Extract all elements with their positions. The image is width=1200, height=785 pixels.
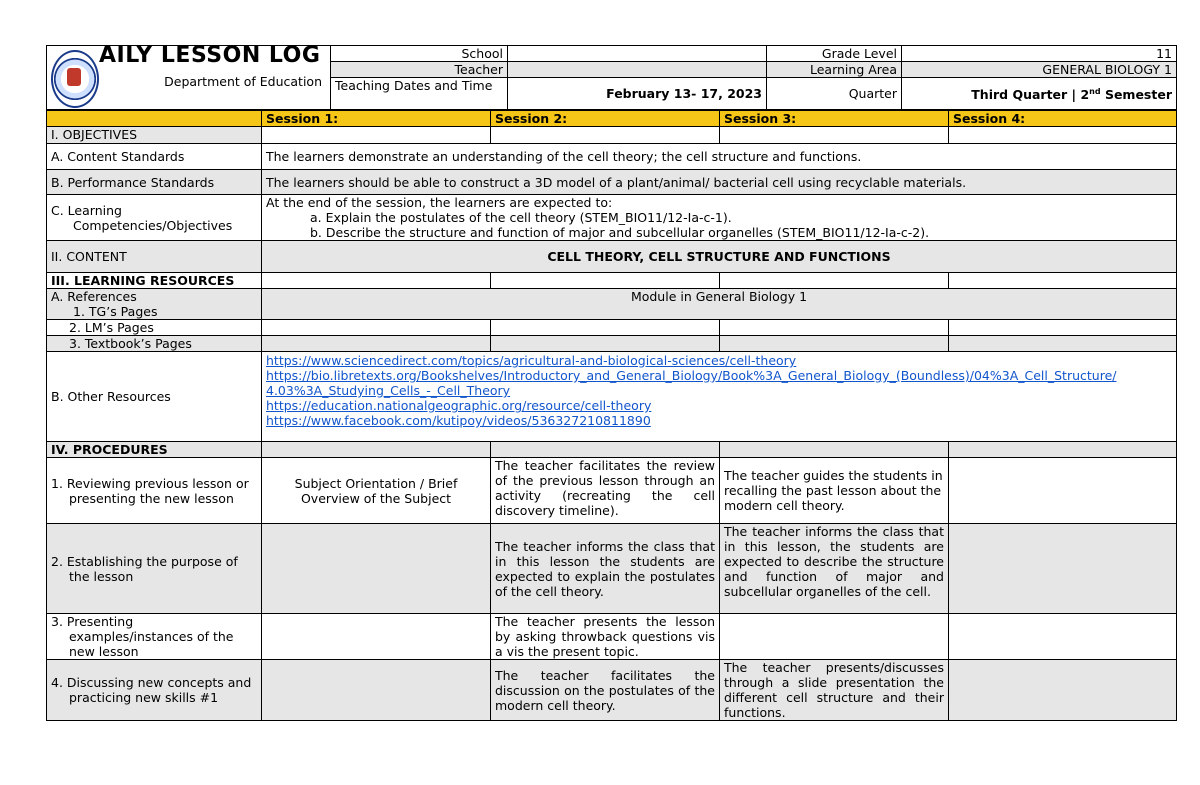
competencies-label: [47, 195, 262, 241]
blank-session-header: [47, 111, 262, 127]
lesson-log-document: [46, 45, 1176, 721]
dates-value: February 13- 17, 2023: [508, 78, 767, 110]
performance-standards-value: The learners should be able to construct a 3D model of a plant/animal/ bacterial cell using recyclable materials.: [262, 170, 1177, 195]
procedure-row-label: 3. Presenting examples/instances of the new lesson: [47, 614, 262, 660]
competencies-label-line2: Competencies/Objectives: [73, 218, 233, 233]
references-label: [47, 289, 262, 320]
performance-standards-label: B. Performance Standards: [47, 170, 262, 195]
session-3-header: Session 3:: [720, 111, 949, 127]
teacher-value: [508, 62, 767, 78]
cell: [720, 127, 949, 144]
cell: [491, 320, 720, 336]
procedure-s1: Subject Orientation / Brief Overview of the Subject: [262, 458, 491, 524]
quarter-value: [902, 78, 1177, 110]
procedure-row-label: 4. Discussing new concepts and practicing new skills #1: [47, 660, 262, 721]
references-heading: A. References: [51, 289, 137, 304]
resource-link[interactable]: https://www.facebook.com/kutipoy/videos/536327210811890: [266, 413, 651, 428]
cell: [949, 127, 1177, 144]
procedure-s4: [949, 614, 1177, 660]
main-table: [46, 110, 1177, 721]
cell: [491, 273, 720, 289]
textbook-pages-label: 3. Textbook’s Pages: [47, 336, 262, 352]
competency-item: b. Describe the structure and function of major and subcellular organelles (STEM_BIO11/12-Ia-c-2).: [310, 225, 930, 240]
objectives-heading: I. OBJECTIVES: [47, 127, 262, 144]
cell: [949, 273, 1177, 289]
content-standards-label: A. Content Standards: [47, 144, 262, 170]
procedure-row-label: 1. Reviewing previous lesson or presenting the new lesson: [47, 458, 262, 524]
procedure-s1: [262, 614, 491, 660]
content-heading: II. CONTENT: [47, 241, 262, 273]
competencies-intro: At the end of the session, the learners are expected to:: [266, 195, 613, 210]
competencies-list: [266, 210, 1172, 240]
resource-link[interactable]: https://bio.libretexts.org/Bookshelves/Introductory_and_General_Biology/Book%3A_General_Biology_(Boundless)/04%3A_Cell_Structure/: [266, 368, 1117, 383]
grade-level-label: Grade Level: [767, 46, 902, 62]
grade-level-value: 11: [902, 46, 1177, 62]
cell: [262, 442, 491, 458]
cell: [262, 336, 491, 352]
procedure-s4: [949, 458, 1177, 524]
cell: [949, 320, 1177, 336]
lm-pages-label: 2. LM’s Pages: [47, 320, 262, 336]
learning-area-value: GENERAL BIOLOGY 1: [902, 62, 1177, 78]
quarter-text: Third Quarter | 2: [971, 87, 1090, 103]
cell: [720, 336, 949, 352]
procedure-s4: [949, 524, 1177, 614]
procedure-s4: [949, 660, 1177, 721]
competency-item: a. Explain the postulates of the cell theory (STEM_BIO11/12-Ia-c-1).: [310, 210, 732, 225]
resources-heading: III. LEARNING RESOURCES: [47, 273, 262, 289]
learning-area-label: Learning Area: [767, 62, 902, 78]
content-value: CELL THEORY, CELL STRUCTURE AND FUNCTIONS: [262, 241, 1177, 273]
resource-link[interactable]: https://education.nationalgeographic.org/resource/cell-theory: [266, 398, 652, 413]
resource-link[interactable]: 4.03%3A_Studying_Cells_-_Cell_Theory: [266, 383, 511, 398]
cell: [262, 127, 491, 144]
cell: [720, 273, 949, 289]
cell: [262, 320, 491, 336]
cell: [949, 442, 1177, 458]
module-value: Module in General Biology 1: [262, 289, 1177, 320]
procedure-s1: [262, 524, 491, 614]
procedure-row-label: 2. Establishing the purpose of the lesson: [47, 524, 262, 614]
competencies-value: [262, 195, 1177, 241]
cell: [491, 127, 720, 144]
cell: [720, 320, 949, 336]
header-table: [46, 45, 1177, 110]
department-name: Department of Education: [164, 74, 322, 89]
dates-label: Teaching Dates and Time: [331, 78, 508, 110]
session-2-header: Session 2:: [491, 111, 720, 127]
cell: [491, 336, 720, 352]
session-4-header: Session 4:: [949, 111, 1177, 127]
cell: [491, 442, 720, 458]
procedure-s3: [720, 614, 949, 660]
other-resources-links: [262, 352, 1177, 442]
cell: [262, 273, 491, 289]
school-label: School: [331, 46, 508, 62]
procedure-s2: The teacher facilitates the review of the previous lesson through an activity (recreating the cell discovery timeline).: [491, 458, 720, 524]
procedure-s2: The teacher facilitates the discussion on the postulates of the modern cell theory.: [491, 660, 720, 721]
tg-pages-label: 1. TG’s Pages: [73, 304, 158, 319]
procedure-s2: The teacher informs the class that in this lesson the students are expected to explain the postulates of the cell theory.: [491, 524, 720, 614]
quarter-label: Quarter: [767, 78, 902, 110]
quarter-sup: nd: [1089, 87, 1101, 97]
procedure-s3: The teacher presents/discusses through a slide presentation the different cell structure and their functions.: [720, 660, 949, 721]
teacher-label: Teacher: [331, 62, 508, 78]
cell: [720, 442, 949, 458]
cell: [949, 336, 1177, 352]
header-logo-cell: [47, 43, 331, 110]
procedure-s3: The teacher informs the class that in this lesson, the students are expected to describe the structure and function of major and subcellular organelles of the cell.: [720, 524, 949, 614]
content-standards-value: The learners demonstrate an understanding of the cell theory; the cell structure and functions.: [262, 144, 1177, 170]
procedure-s1: [262, 660, 491, 721]
resource-link[interactable]: https://www.sciencedirect.com/topics/agricultural-and-biological-sciences/cell-theory: [266, 353, 797, 368]
session-1-header: Session 1:: [262, 111, 491, 127]
competencies-label-line1: C. Learning: [51, 203, 122, 218]
procedures-heading: IV. PROCEDURES: [47, 442, 262, 458]
semester-text: Semester: [1100, 87, 1172, 103]
school-value: [508, 46, 767, 62]
other-resources-label: B. Other Resources: [47, 352, 262, 442]
deped-seal-icon: [51, 50, 99, 108]
procedure-s3: The teacher guides the students in recalling the past lesson about the modern cell theory.: [720, 458, 949, 524]
procedure-s2: The teacher presents the lesson by asking throwback questions vis a vis the present topic.: [491, 614, 720, 660]
document-title: AILY LESSON LOG: [99, 43, 321, 68]
